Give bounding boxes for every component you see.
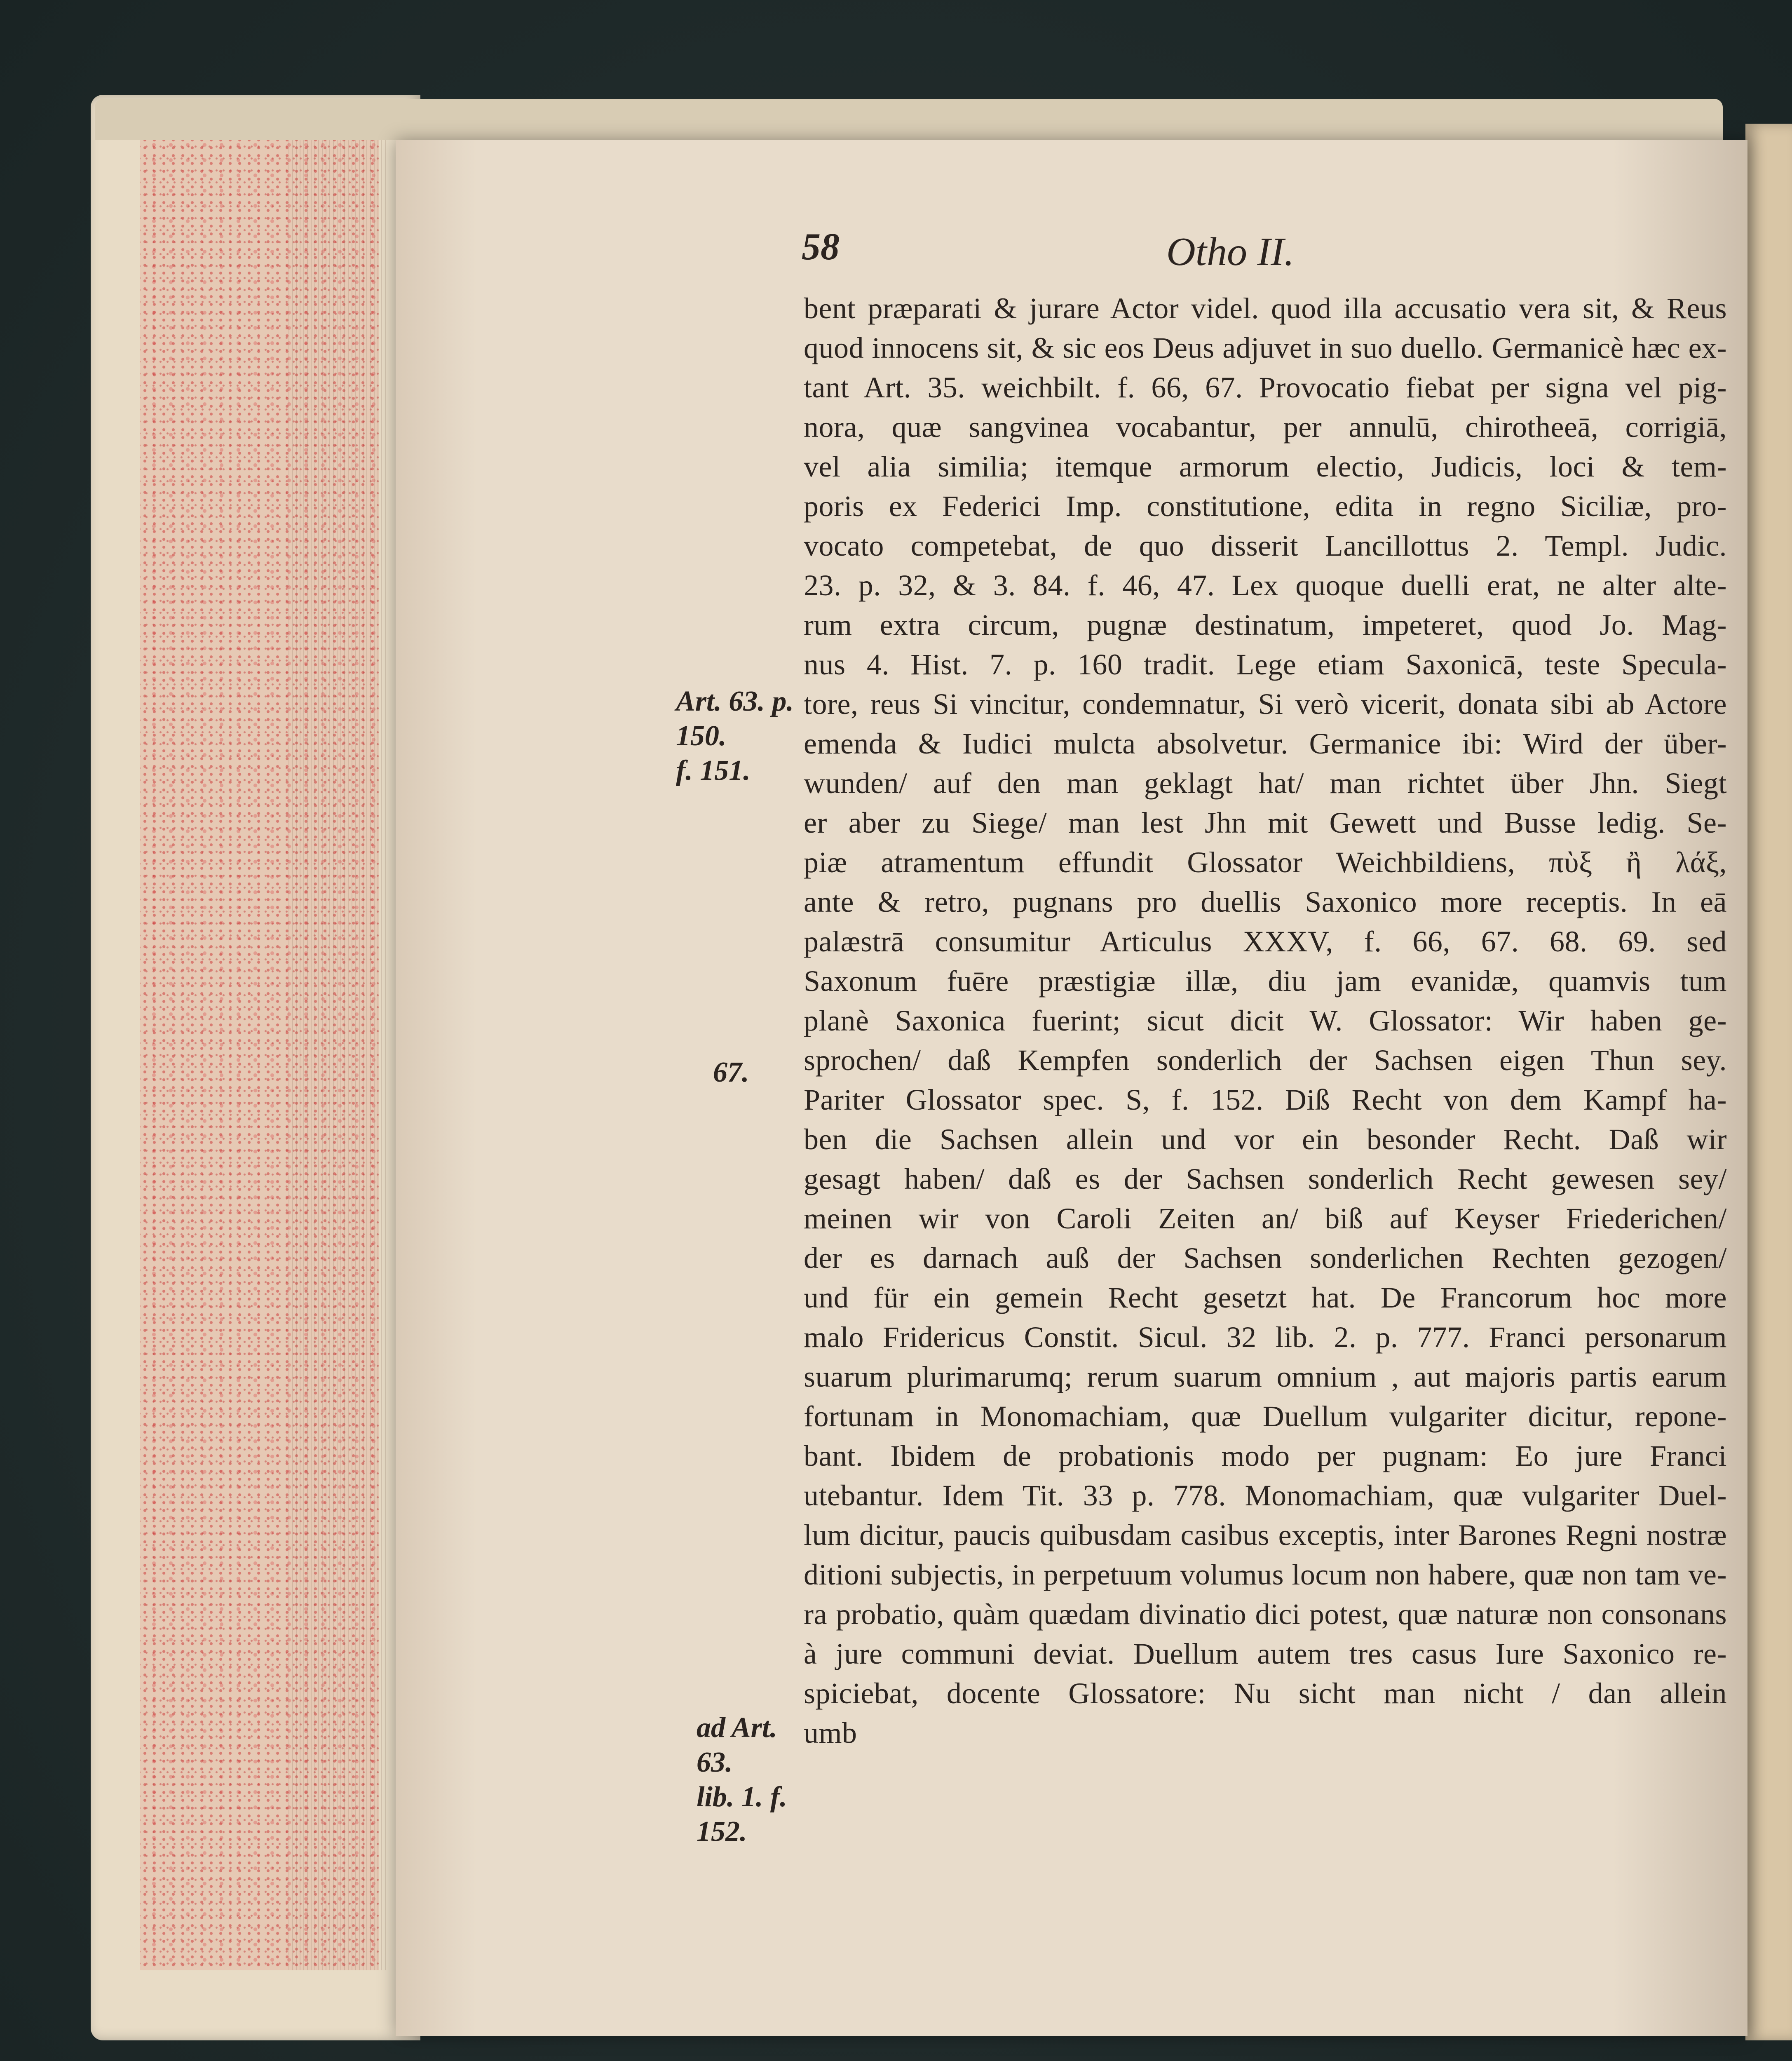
margin-note-2 <box>713 1055 795 1090</box>
text-line: Pariter Glossator spec. S, f. 152. Diß Recht von dem Kampf ha- <box>804 1083 1727 1116</box>
text-line: meinen wir von Caroli Zeiten an/ biß auf Keyser Friederichen/ <box>804 1202 1727 1235</box>
text-line: vocato competebat, de quo disserit Lancillottus 2. Templ. Judic. <box>804 529 1727 562</box>
text-line: umb <box>804 1716 857 1749</box>
text-line: vel alia similia; itemque armorum electio, Judicis, loci & tem- <box>804 450 1727 483</box>
book-top-edge <box>95 99 1723 140</box>
text-line: quod innocens sit, & sic eos Deus adjuvet in suo duello. Germanicè hæc ex- <box>804 331 1727 364</box>
text-line: suarum plurimarumq; rerum suarum omnium , aut majoris partis earum <box>804 1360 1727 1393</box>
text-line: gesagt haben/ daß es der Sachsen sonderlich Recht gewesen sey/ <box>804 1162 1727 1195</box>
text-line: bent præparati & jurare Actor videl. quod illa accusatio vera sit, & Reus <box>804 292 1727 325</box>
text-line: Saxonum fuēre præstigiæ illæ, diu jam evanidæ, quamvis tum <box>804 965 1727 998</box>
text-line: der es darnach auß der Sachsen sonderlichen Rechten gezogen/ <box>804 1242 1727 1275</box>
body-text <box>804 289 1727 1753</box>
margin-note-line: f. 151. <box>676 755 751 786</box>
text-line: er aber zu Siege/ man lest Jhn mit Gewett und Busse ledig. Se- <box>804 806 1727 839</box>
text-line: tant Art. 35. weichbilt. f. 66, 67. Provocatio fiebat per signa vel pig- <box>804 371 1727 404</box>
text-line: sprochen/ daß Kempfen sonderlich der Sachsen eigen Thun sey. <box>804 1044 1727 1077</box>
text-line: poris ex Federici Imp. constitutione, edita in regno Siciliæ, pro- <box>804 490 1727 523</box>
text-line: ante & retro, pugnans pro duellis Saxonico more receptis. In eā <box>804 885 1727 918</box>
text-line: nus 4. Hist. 7. p. 160 tradit. Lege etiam Saxonicā, teste Specula- <box>804 648 1727 681</box>
margin-note-line: Art. 63. p. <box>676 685 794 717</box>
margin-note-line: 150. <box>676 720 727 752</box>
text-line: piæ atramentum effundit Glossator Weichbildiens, πὺξ ἢ λάξ, <box>804 846 1727 879</box>
text-line: ditioni subjectis, in perpetuum volumus locum non habere, quæ non tam ve- <box>804 1558 1727 1591</box>
text-line: rum extra circum, pugnæ destinatum, impeteret, quod Jo. Mag- <box>804 608 1727 641</box>
margin-note-3 <box>697 1711 820 1849</box>
text-line: à jure communi deviat. Duellum autem tres casus Iure Saxonico re- <box>804 1637 1727 1670</box>
text-line: utebantur. Idem Tit. 33 p. 778. Monomachiam, quæ vulgariter Duel- <box>804 1479 1727 1512</box>
text-line: fortunam in Monomachiam, quæ Duellum vulgariter dicitur, repone- <box>804 1400 1727 1433</box>
text-line: 23. p. 32, & 3. 84. f. 46, 47. Lex quoque duelli erat, ne alter alte- <box>804 569 1727 602</box>
text-line: ben die Sachsen allein und vor ein besonder Recht. Daß wir <box>804 1123 1727 1156</box>
facing-page-edge <box>1745 124 1792 2040</box>
margin-note-line: lib. 1. f. 152. <box>697 1781 787 1847</box>
text-line: planè Saxonica fuerint; sicut dicit W. Glossator: Wir haben ge- <box>804 1004 1727 1037</box>
text-line: und für ein gemein Recht gesetzt hat. De Francorum hoc more <box>804 1281 1727 1314</box>
text-line: lum dicitur, paucis quibusdam casibus exceptis, inter Barones Regni nostræ <box>804 1519 1727 1552</box>
text-line: ra probatio, quàm quædam divinatio dici potest, quæ naturæ non consonans <box>804 1598 1727 1631</box>
margin-note-line: ad Art. 63. <box>697 1712 777 1778</box>
text-line: wunden/ auf den man geklagt hat/ man richtet über Jhn. Siegt <box>804 767 1727 800</box>
margin-note-line: 67. <box>713 1056 749 1088</box>
margin-note-1 <box>676 684 812 788</box>
text-line: malo Fridericus Constit. Sicul. 32 lib. 2. p. 777. Franci personarum <box>804 1321 1727 1354</box>
running-title: Otho II. <box>1166 230 1295 274</box>
text-line: nora, quæ sangvinea vocabantur, per annulū, chirotheeā, corrigiā, <box>804 411 1727 444</box>
page-number: 58 <box>802 225 840 268</box>
text-line: palæstrā consumitur Articulus XXXV, f. 66, 67. 68. 69. sed <box>804 925 1727 958</box>
page-edges <box>289 136 387 1970</box>
text-line: tore, reus Si vincitur, condemnatur, Si verò vicerit, donata sibi ab Actore <box>804 688 1727 721</box>
text-line: emenda & Iudici mulcta absolvetur. Germanice ibi: Wird der über- <box>804 727 1727 760</box>
text-line: bant. Ibidem de probationis modo per pugnam: Eo jure Franci <box>804 1439 1727 1472</box>
text-line: spiciebat, docente Glossatore: Nu sicht man nicht / dan allein <box>804 1677 1727 1710</box>
